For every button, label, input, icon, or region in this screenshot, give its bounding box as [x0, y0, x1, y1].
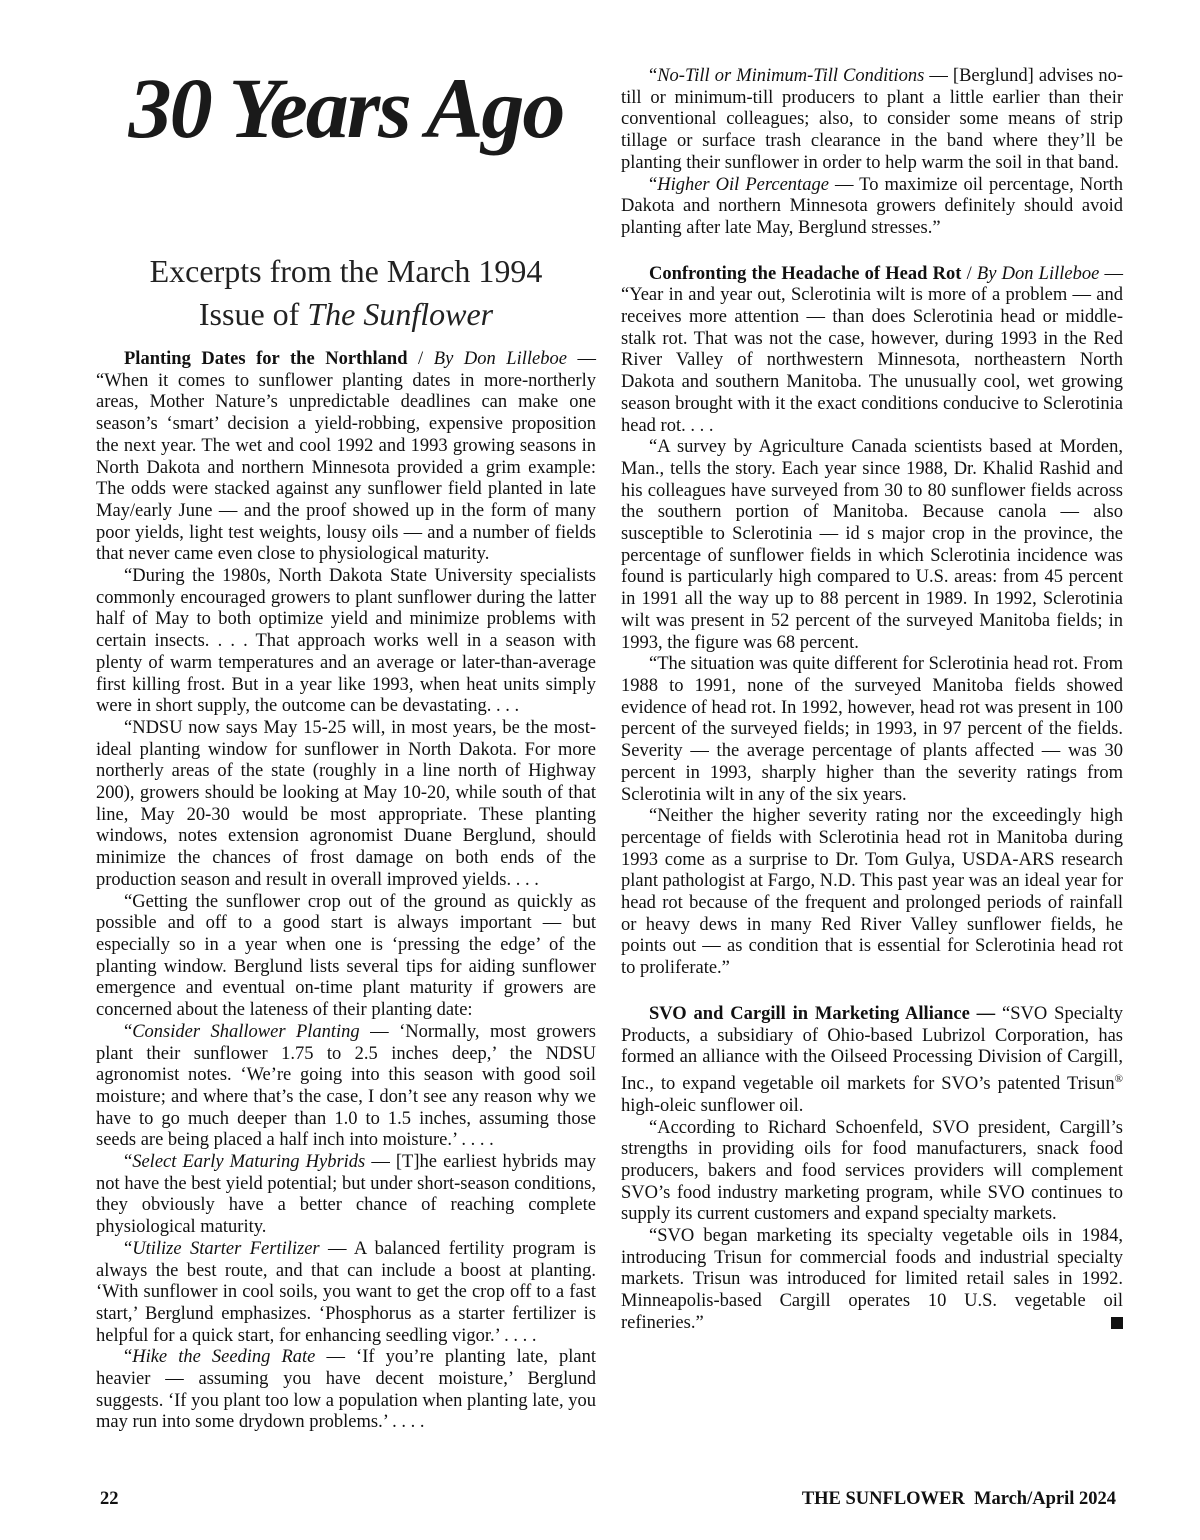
article2-byline: By Don Lilleboe [976, 263, 1100, 284]
page-title: 30 Years Ago [128, 60, 564, 156]
tip-heading: Select Early Maturing Hybrids [132, 1152, 366, 1173]
tip-paragraph: “Select Early Maturing Hybrids — [T]he earliest hybrids may not have the best yield potential; but under short-season conditions, they obviously have a better chance of reaching complete physiological maturity. [96, 1152, 596, 1238]
spacer [621, 240, 1123, 264]
article2-paragraph: “Neither the higher severity rating nor the exceedingly high percentage of fields with Sclerotinia head rot in Manitoba during 1993 come as a surprise to Dr. Tom Gulya, USDA-ARS research plant pathologist at Fargo, N.D. This past year was an ideal year for head rot because of the frequent and prolonged periods of rainfall or heavy dews in many Red River Valley sunflower fields, he points out — as condition that is essential for Sclerotinia head rot to proliferate.” [621, 806, 1123, 979]
tip-heading: Utilize Starter Fertilizer [132, 1238, 320, 1259]
tip-paragraph: “No-Till or Minimum-Till Conditions — [Berglund] advises no-till or minimum-till producers to plant a little earlier than their conventional colleagues; also, to consider some means of strip tillage or surface trash clearance in the band where they’ll be planting their sunflower in order to help warm the soil in that band. [621, 66, 1124, 173]
article1-paragraph: “Getting the sunflower crop out of the ground as quickly as possible and off to a good start is always important — but especially so in a year when one is ‘pressing the edge’ of the planting window. Berglund lists several tips for aiding sunflower emergence and eventual on-time plant maturity if growers are concerned about the lateness of their planting date: [96, 891, 596, 1021]
tip-text: — ‘If you’re planting late, plant heavier — assuming you have decent moisture,’ Berglund suggests. ‘If you plant too low a population when planting late, you may run into some drydown problems.’ . . . . [96, 1347, 596, 1433]
tip-heading: Higher Oil Percentage [657, 174, 829, 195]
subtitle-prefix: Issue of [198, 296, 300, 332]
article3-paragraph: “According to Richard Schoenfeld, SVO president, Cargill’s strengths in providing oils for food manufacturers, snack food producers, bakers and food services providers will complement SVO’s food industry marketing program, while SVO continues to supply its current customers and expand specialty markets. [621, 1117, 1123, 1225]
article2-lead: Confronting the Headache of Head Rot / By Don Lilleboe — “Year in and year out, Sclerotinia wilt is more of a problem — and receives more attention — than does Sclerotinia head or middle-stalk rot. That was not the case, however, during 1993 in the Red River Valley of northwestern Minnesota, northeastern North Dakota and southern Manitoba. The unusually cool, wet growing season brought with it the exact conditions conducive to Sclerotinia head rot. . . . [621, 263, 1123, 436]
article3-paragraph: “SVO Specialty Products, a subsidiary of Ohio-based Lubrizol Corporation, has formed an alliance with the Oilseed Processing Division of Cargill, Inc., to expand vegetable oil markets for SVO’s patented Trisun [621, 1003, 1123, 1095]
article2-paragraph: “The situation was quite different for Sclerotinia head rot. From 1988 to 1991, none of the surveyed Manitoba fields showed evidence of head rot. In 1992, however, head rot was present in 100 percent of the surveyed fields; in 1993, in 97 percent of the fields. Severity — the average percentage of plants affected — was 30 percent in 1993, sharply higher than the severity ratings from Sclerotinia wilt in any of the six years. [621, 654, 1123, 805]
tip-text: — [Berglund] advises no-till or minimum-till producers to plant a little earlier than their conventional colleagues; also, to consider some means of strip tillage or surface trash clearance in the band where they’ll be planting their sunflower in order to help warm the soil in that band. [621, 66, 1124, 173]
article2-headline: Confronting the Headache of Head Rot [649, 263, 962, 284]
tip-text: — ‘Normally, most growers plant their sunflower 1.75 to 2.5 inches deep,’ the NDSU agronomist notes. ‘We’re going into this season with good soil moisture; and where that’s the case, I don’t see any reason why we have to go much deeper than 1.0 to 1.5 inches, assuming those seeds are being placed a half inch into moisture.’ . . . . [96, 1021, 596, 1151]
tip-text: — A balanced fertility program is always the best route, and that can include a boost at planting. ‘With sunflower in cool soils, you want to get the crop off to a fast start,’ Berglund emphasizes. ‘Phosphorus as a starter fertilizer is helpful for a quick start, for enhancing seedling vigor.’ . . . . [96, 1238, 596, 1346]
tip-heading: Consider Shallower Planting [132, 1021, 360, 1042]
article1-byline: By Don Lilleboe [433, 349, 567, 369]
tip-heading: No-Till or Minimum-Till Conditions [657, 66, 925, 86]
article3-paragraph [621, 1226, 1123, 1335]
tip-paragraph: “Higher Oil Percentage — To maximize oil percentage, North Dakota and northern Minnesota growers definitely should avoid planting after late May, Berglund stresses.” [621, 174, 1123, 238]
end-of-story-icon [1111, 1317, 1123, 1329]
article1-lead: Planting Dates for the Northland / By Don Lilleboe — “When it comes to sunflower planting dates in more-northerly areas, Mother Nature’s unpredictable deadlines can make one season’s ‘smart’ decision a yield-robbing, expensive proposition the next year. The wet and cool 1992 and 1993 growing seasons in North Dakota and northern Minnesota provided a grim example: The odds were stacked against any sunflower field planted in late May/early June — and the proof showed up in the form of many poor yields, light test weights, lousy oils — and a number of fields that never came even close to physiological maturity. [96, 349, 597, 565]
article3-headline: SVO and Cargill in Marketing Alliance — [649, 1003, 996, 1024]
article3-paragraph-end: high-oleic sunflower oil. [621, 1095, 804, 1116]
page-number: 22 [100, 1489, 119, 1509]
masthead [96, 58, 596, 336]
tip-paragraph: “Hike the Seeding Rate — ‘If you’re planting late, plant heavier — assuming you have decent moisture,’ Berglund suggests. ‘If you plant too low a population when planting late, you may run into some drydown problems.’ . . . . [96, 1347, 596, 1433]
subtitle-line-1: Excerpts from the March 1994 [149, 253, 543, 289]
subtitle-magazine-name: The Sunflower [307, 296, 494, 332]
spacer [621, 980, 1123, 1004]
article3-lead [621, 1004, 1123, 1118]
article3-paragraph-text: “SVO began marketing its specialty vegetable oils in 1984, introducing Trisun for commercial foods and industrial specialty markets. Trisun was introduced for limited retail sales in 1992. Minneapolis-based Cargill operates 10 U.S. vegetable oil refineries.” [621, 1226, 1123, 1333]
article1-headline: Planting Dates for the Northland [124, 349, 408, 369]
article2-paragraph: — “Year in and year out, Sclerotinia wilt is more of a problem — and receives more attention — than does Sclerotinia head or middle-stalk rot. That was not the case, however, during 1993 in the Red River Valley of northwestern Minnesota, northeastern North Dakota and southern Manitoba. The unusually cool, wet growing season brought with it the exact conditions conducive to Sclerotinia head rot. . . . [621, 263, 1123, 436]
tip-paragraph: “Utilize Starter Fertilizer — A balanced fertility program is always the best route, and that can include a boost at planting. ‘With sunflower in cool soils, you want to get the crop off to a fast start,’ Berglund emphasizes. ‘Phosphorus as a starter fertilizer is helpful for a quick start, for enhancing seedling vigor.’ . . . . [96, 1238, 596, 1346]
registered-mark: ® [1114, 1072, 1123, 1085]
article2-paragraph: “A survey by Agriculture Canada scientists based at Morden, Man., tells the story. Each year since 1988, Dr. Khalid Rashid and his colleagues have surveyed from 30 to 80 sunflower fields across the southern portion of Manitoba. Because canola — also susceptible to Sclerotinia — id s major crop in the province, the percentage of sunflower fields in which Sclerotinia incidence was found is particularly high compared to U.S. areas: from 45 percent in 1991 all the way up to 88 percent in 1989. In 1992, Sclerotinia wilt was present in 52 percent of the surveyed Manitoba fields; in 1993, the figure was 68 percent. [621, 437, 1123, 653]
article1-paragraph: “When it comes to sunflower planting dates in more-northerly areas, Mother Nature’s unpredictable deadlines can make one season’s ‘smart’ decision a yield-robbing, expensive proposition the next year. The wet and cool 1992 and 1993 growing seasons in North Dakota and northern Minnesota provided a grim example: The odds were stacked against any sunflower field planted in late May/early June — and the proof showed up in the form of many poor yields, light test weights, lousy oils — and a number of fields that never came even close to physiological maturity. [96, 370, 596, 565]
subtitle [96, 250, 596, 336]
article1-paragraph: “During the 1980s, North Dakota State University specialists commonly encouraged growers to plant sunflower during the latter half of May to both optimize yield and minimize problems with certain insects. . . . That approach works well in a season with plenty of warm temperatures and an average or later-than-average first killing frost. But in a year like 1993, when heat units simply were in short supply, the outcome can be devastating. . . . [96, 566, 596, 717]
tip-heading: Hike the Seeding Rate [132, 1347, 316, 1368]
tip-text: — [T]he earliest hybrids may not have the best yield potential; but under short-season conditions, they obviously have a better chance of reaching complete physiological maturity. [96, 1152, 596, 1238]
left-column [96, 349, 596, 1434]
tip-paragraph: “Consider Shallower Planting — ‘Normally, most growers plant their sunflower 1.75 to 2.5 inches deep,’ the NDSU agronomist notes. ‘We’re going into this season with good soil moisture; and where that’s the case, I don’t see any reason why we have to go much deeper than 1.0 to 1.5 inches, assuming those seeds are being placed a half inch into moisture.’ . . . . [96, 1021, 596, 1151]
tip-text: — To maximize oil percentage, North Dakota and northern Minnesota growers definitely should avoid planting after late May, Berglund stresses.” [621, 174, 1123, 238]
right-column [621, 66, 1123, 1335]
running-footer: THE SUNFLOWER March/April 2024 [801, 1489, 1116, 1509]
subtitle-line-2 [96, 293, 596, 336]
article1-paragraph: “NDSU now says May 15-25 will, in most years, be the most-ideal planting window for sunflower in North Dakota. For more northerly areas of the state (roughly in a line north of Highway 200), growers should be looking at May 10-20, while south of that line, May 20-30 would be most appropriate. These planting windows, notes extension agronomist Duane Berglund, should minimize the chances of frost damage on both ends of the production season and result in overall improved yields. . . . [96, 717, 596, 890]
